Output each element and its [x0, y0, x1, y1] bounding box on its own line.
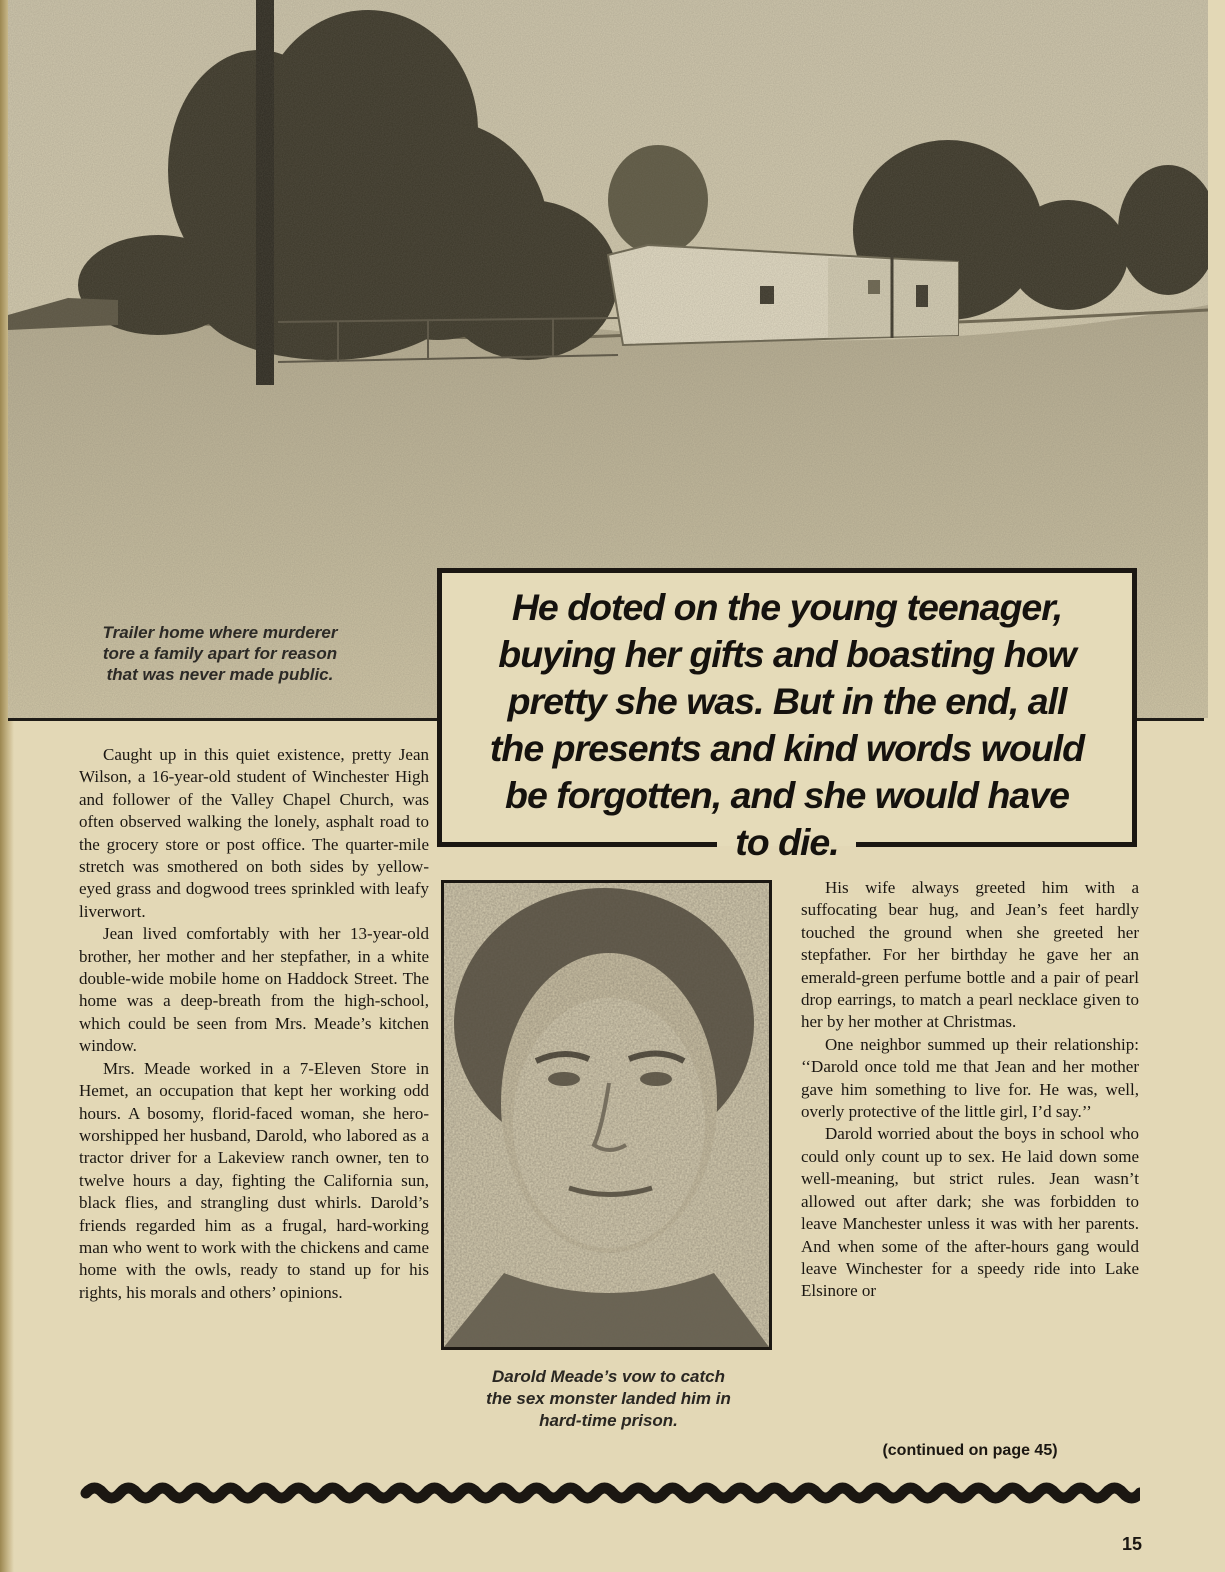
darold-meade-portrait	[441, 880, 772, 1350]
paragraph: His wife always greeted him with a suffocating bear hug, and Jean’s feet hardly touched the ground when she greeted her stepfather. For her birthday he gave her an emerald-green perfume bottle and a pair of pearl drop earrings, to match a pearl necklace given to her by her mother at Christmas.	[801, 878, 1139, 1032]
paragraph: Darold worried about the boys in school who could only count up to sex. He laid down some well-meaning, but strict rules. Jean wasn’t allowed out after dark; she was forbidden to leave Manchester unless it was with her parents. And when some of the after-hours gang would leave Winchester for a speedy ride into Lake Elsinore or	[801, 1124, 1139, 1301]
wave-divider	[80, 1478, 1140, 1508]
portrait-caption: Darold Meade’s vow to catch the sex monster landed him in hard-time prison.	[486, 1367, 731, 1430]
paragraph: Mrs. Meade worked in a 7-Eleven Store in Hemet, an occupation that kept her working odd hours. A bosomy, florid-faced woman, she hero-worshipped her husband, Darold, who labored as a tractor driver for a Lakeview ranch owner, ten to twelve hours a day, fighting the California sun, black flies, and strangling dust whirls. Darold’s friends regarded him as a frugal, hard-working man who went to work with the chickens and came home with the owls, ready to stand up for his rights, his morals and others’ opinions.	[79, 1058, 429, 1302]
page-number: 15	[1121, 1534, 1142, 1554]
paragraph: Caught up in this quiet existence, pretty Jean Wilson, a 16-year-old student of Winchester High and follower of the Valley Chapel Church, was often observed walking the lonely, asphalt road to the grocery store or post office. The quarter-mile stretch was smothered on both sides by yellow-eyed grass and dogwood trees sprinkled with leafy liverwort.	[79, 745, 429, 921]
paragraph: One neighbor summed up their relationship: ‘‘Darold once told me that Jean and her mother gave him something to live for. He was, well, overly protective of the little girl, I’d say.’’	[801, 1034, 1139, 1122]
pullquote-text: He doted on the young teenager, buying her gifts and boasting how pretty she was. But in the end, all the presents and kind words would be forgotten, and she would have to die.	[489, 586, 1085, 863]
article-column-right	[801, 877, 1139, 1303]
continued-note: (continued on page 45)	[882, 1442, 1058, 1459]
article-column-left	[79, 744, 429, 1304]
section-rule-right	[1134, 718, 1204, 721]
paragraph: Jean lived comfortably with her 13-year-old brother, her mother and her stepfather, in a white double-wide mobile home on Haddock Street. The home was a deep-breath from the high-school, which could be seen from Mrs. Meade’s kitchen window.	[79, 924, 429, 1056]
photo-caption: Trailer home where murderer tore a family apart for reason that was never made public.	[102, 623, 338, 684]
section-rule-left	[8, 718, 440, 721]
